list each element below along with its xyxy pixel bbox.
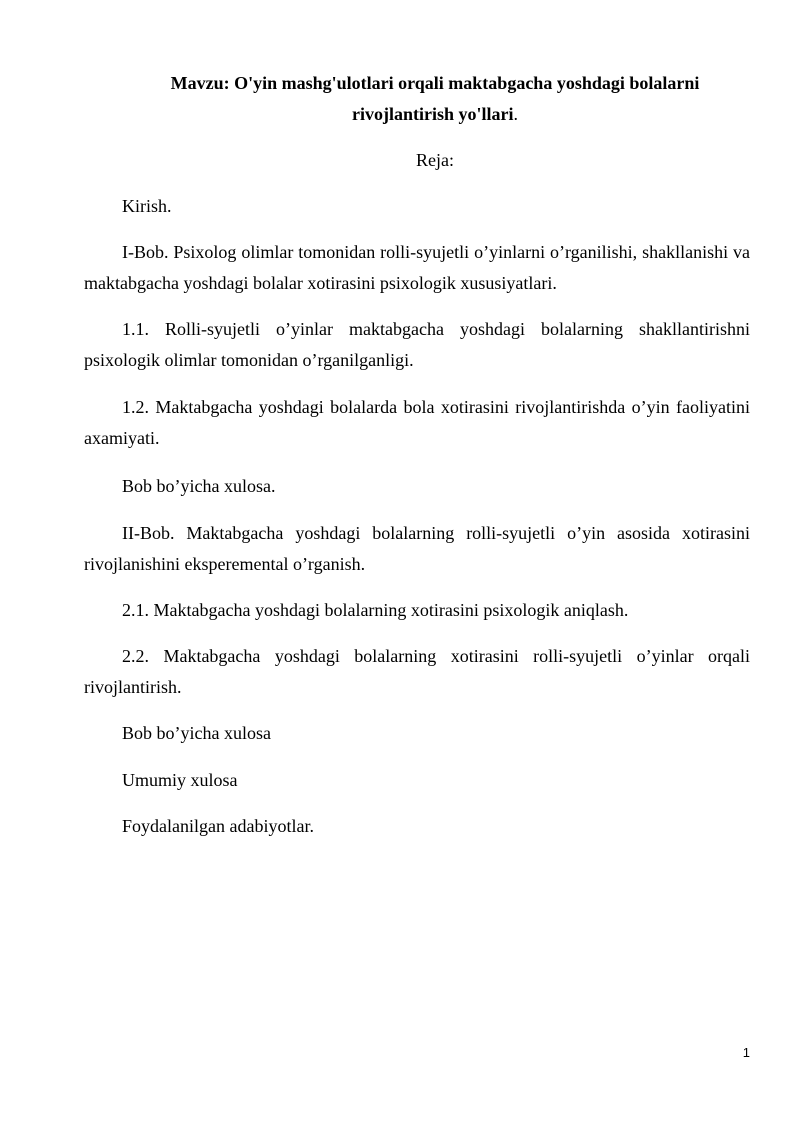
title-text-2: rivojlantirish yo'llari — [352, 104, 514, 124]
title-text-1: Mavzu: O'yin mashg'ulotlari orqali maktabgacha yoshdagi bolalarni — [170, 73, 700, 93]
title-period: . — [513, 104, 518, 124]
plan-item-general-conclusion: Umumiy xulosa — [122, 770, 238, 790]
page-number: 1 — [742, 1045, 750, 1060]
plan-item-section-2-2: 2.2. Maktabgacha yoshdagi bolalarning xotirasini rolli-syujetli o’yinlar orqali rivojlantirish. — [84, 646, 750, 697]
plan-item-chapter-2-conclusion: Bob bo’yicha xulosa — [122, 723, 271, 743]
plan-item-section-1-2: 1.2. Maktabgacha yoshdagi bolalarda bola xotirasini rivojlantirishda o’yin faoliyatini axamiyati. — [84, 397, 750, 448]
document-title-line-2 — [102, 100, 768, 128]
document-title-line-1 — [102, 69, 768, 97]
plan-item-introduction: Kirish. — [122, 196, 172, 216]
plan-item-chapter-1: I-Bob. Psixolog olimlar tomonidan rolli-syujetli o’yinlarni o’rganilishi, shakllanishi va maktabgacha yoshdagi bolalar xotirasini psixologik xususiyatlari. — [84, 242, 750, 293]
plan-item-section-1-1: 1.1. Rolli-syujetli o’yinlar maktabgacha yoshdagi bolalarning shakllantirishni psixologik olimlar tomonidan o’rganilganligi. — [84, 319, 750, 370]
plan-item-references: Foydalanilgan adabiyotlar. — [122, 816, 314, 836]
plan-item-chapter-2: II-Bob. Maktabgacha yoshdagi bolalarning rolli-syujetli o’yin asosida xotirasini rivojlanishini eksperemental o’rganish. — [84, 523, 750, 574]
plan-item-chapter-1-conclusion: Bob bo’yicha xulosa. — [122, 476, 276, 496]
plan-heading: Reja: — [416, 150, 454, 170]
plan-item-section-2-1: 2.1. Maktabgacha yoshdagi bolalarning xotirasini psixologik aniqlash. — [122, 600, 629, 620]
